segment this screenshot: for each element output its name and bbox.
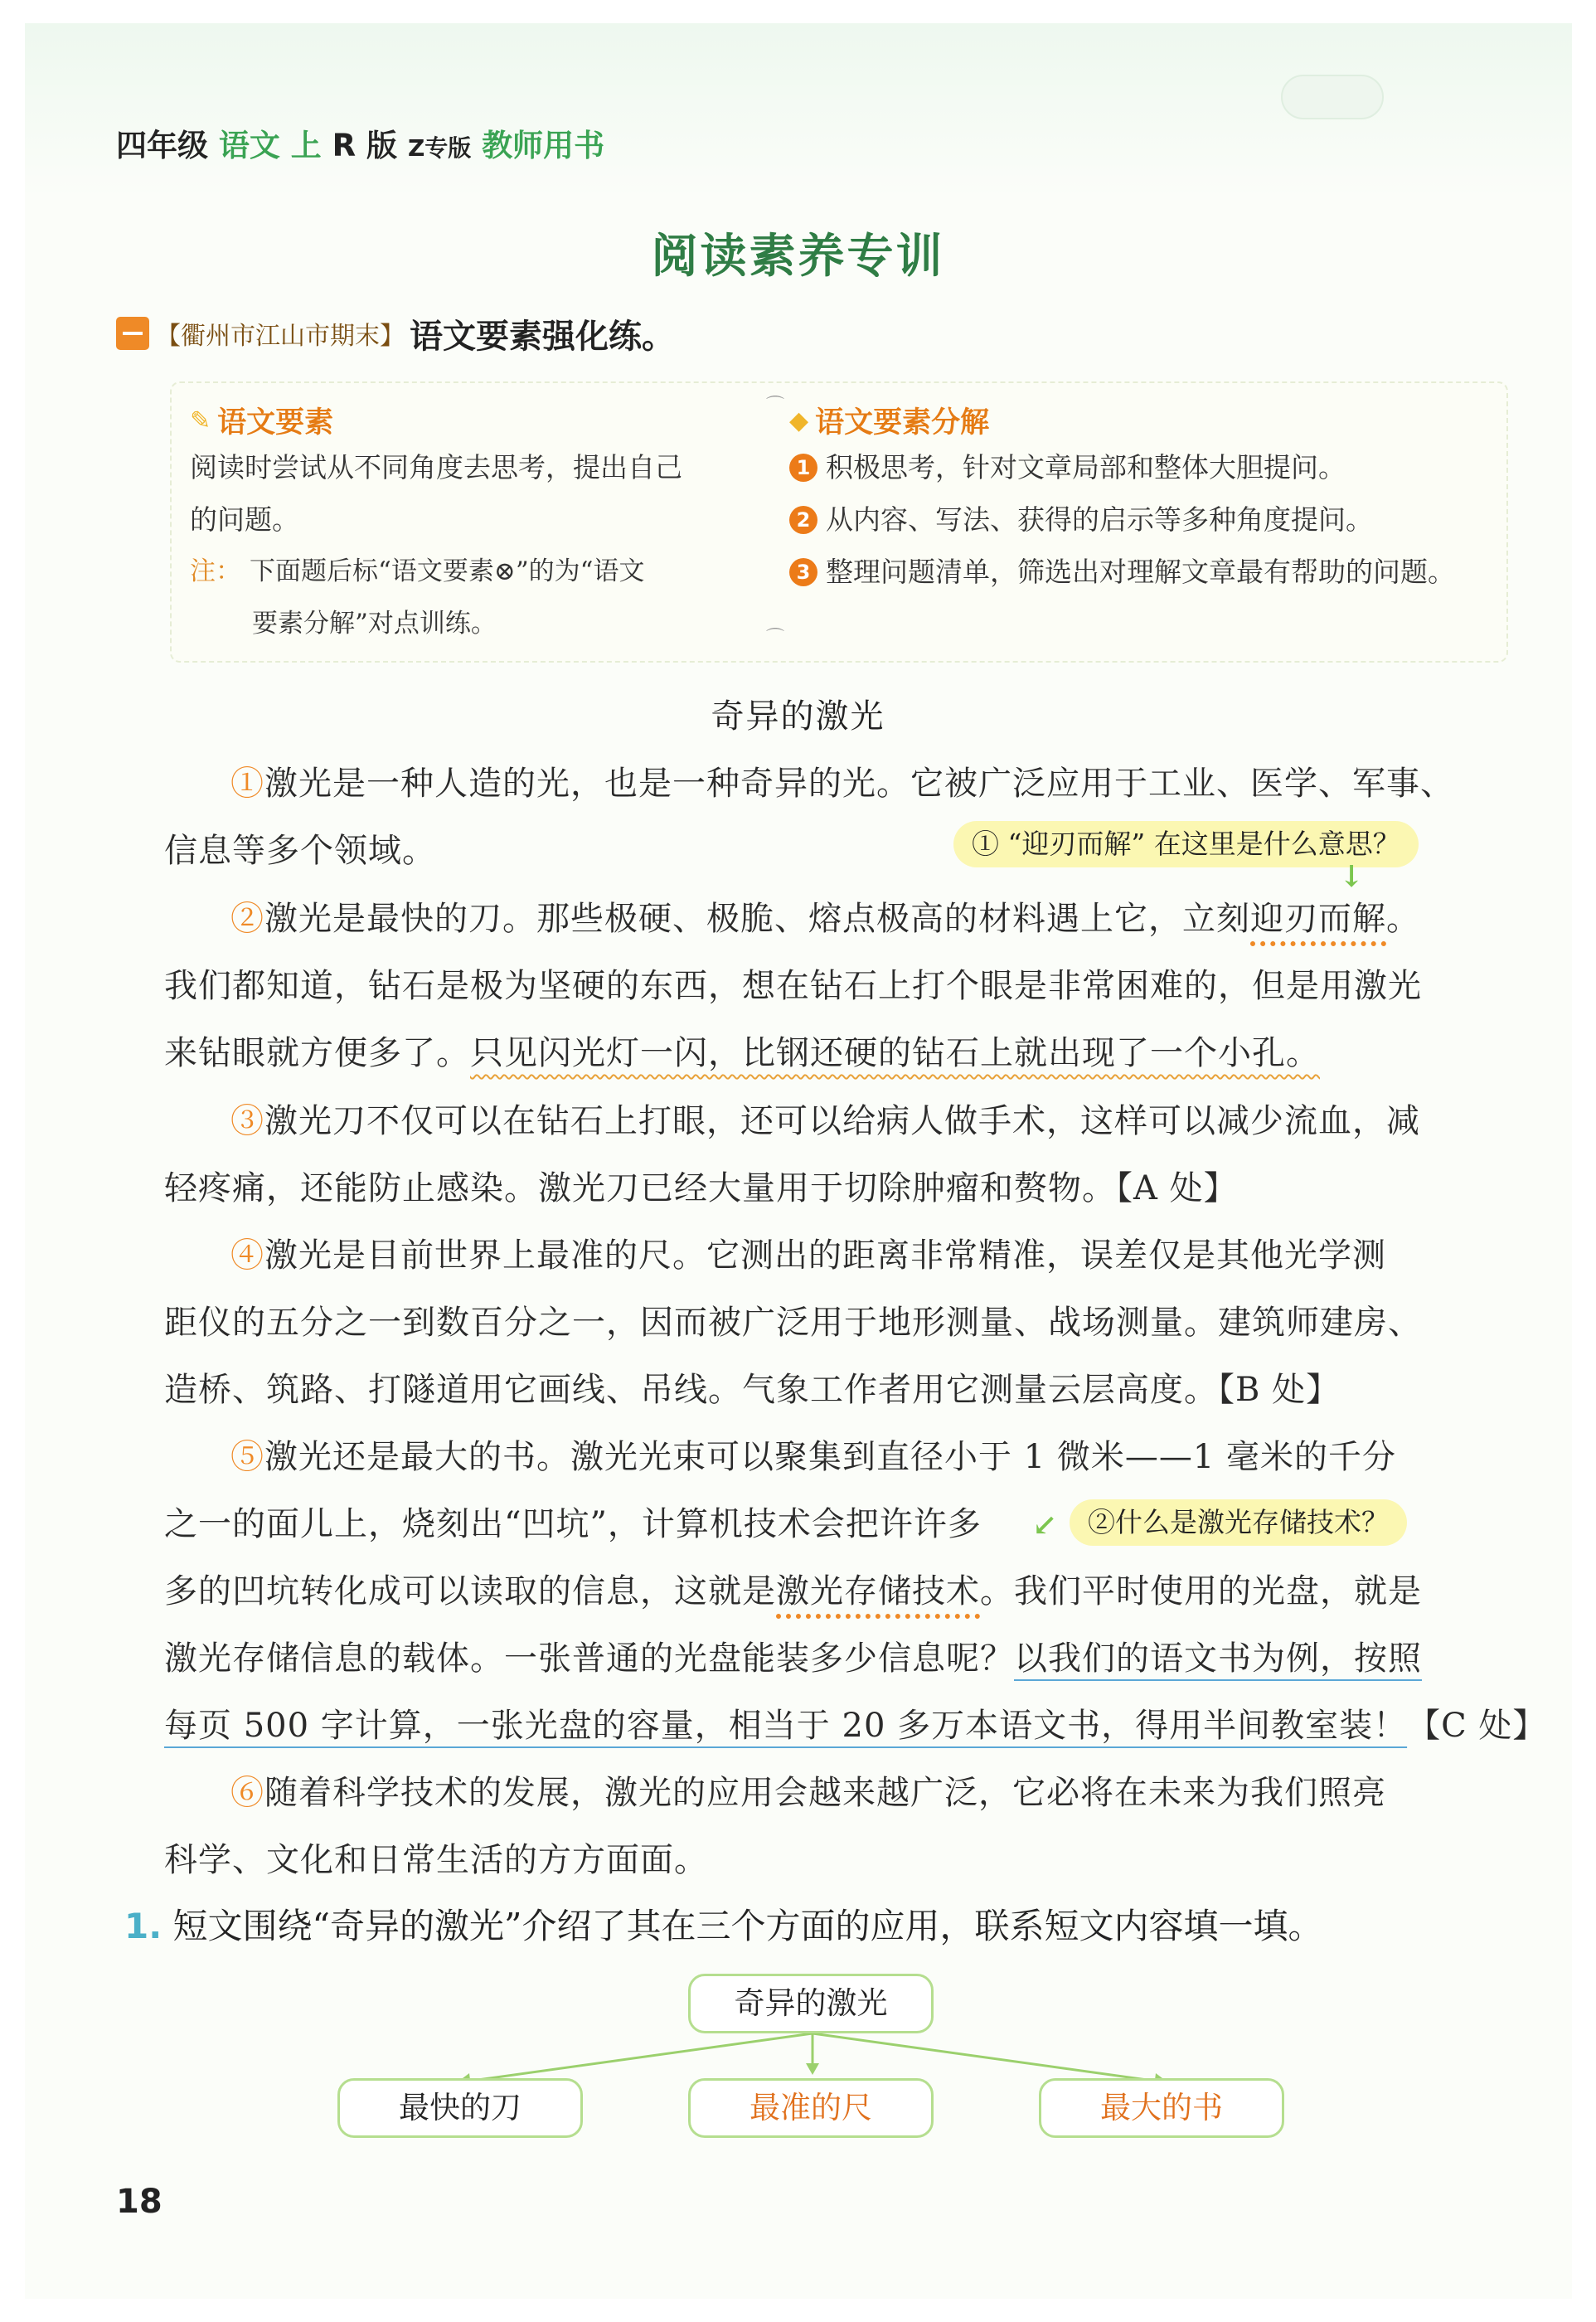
page-title: 阅读素养专训	[651, 230, 945, 284]
left-text-line-1: 阅读时尝试从不同角度去思考，提出自己	[190, 451, 682, 483]
section-source: 【衢州市江山市期末】	[156, 322, 405, 351]
element-item	[789, 546, 1502, 598]
paragraph-text: 多的凹坑转化成可以读取的信息，这就是	[164, 1572, 776, 1610]
paragraph-6	[164, 1760, 1507, 1894]
element-item	[789, 493, 1502, 546]
item-text: 整理问题清单，筛选出对理解文章最有帮助的问题。	[826, 556, 1455, 588]
paragraph-text: 激光刀不仅可以在钻石上打眼，还可以给病人做手术，这样可以减少流血，减	[264, 1102, 1420, 1140]
paragraph-text: 。我们平时使用的光盘，就是	[980, 1572, 1422, 1610]
underlined-sentence: 以我们的语文书为例，按照	[1014, 1639, 1422, 1678]
book-header	[116, 120, 604, 165]
element-item	[789, 441, 1502, 493]
paragraph-number: ②	[230, 900, 264, 938]
section-number-badge-icon	[116, 317, 149, 350]
cloud-decoration-icon	[1281, 75, 1384, 119]
paragraph-5	[164, 1424, 1547, 1760]
diagram-answer-2: 最准的尺	[688, 2078, 934, 2138]
paragraph-text: 信息等多个领域。	[164, 832, 436, 870]
paragraph-number: ⑤	[230, 1438, 264, 1476]
question-text: 短文围绕“奇异的激光”介绍了其在三个方面的应用，联系短文内容填一填。	[172, 1906, 1323, 1946]
binder-ring-icon: ⌒	[765, 628, 784, 649]
question-1	[124, 1899, 1323, 1949]
right-heading-text: 语文要素分解	[815, 406, 990, 440]
question-number: 1.	[124, 1906, 163, 1946]
binder-ring-icon: ⌒	[765, 396, 784, 416]
item-number-badge: 3	[789, 558, 817, 586]
diagram-answer-1: 最快的刀	[337, 2078, 583, 2138]
header-edition: R 版	[332, 128, 398, 163]
paragraph-text: 激光是目前世界上最准的尺。它测出的距离非常精准，误差仅是其他光学测	[264, 1236, 1386, 1275]
paragraph-number: ③	[230, 1102, 264, 1140]
left-heading-text: 语文要素	[217, 406, 334, 440]
language-elements-left	[190, 400, 745, 650]
language-elements-box	[170, 381, 1508, 663]
paragraph-number: ⑥	[230, 1774, 264, 1812]
paragraph-text: 造桥、筑路、打隧道用它画线、吊线。气象工作者用它测量云层高度。【B 处】	[164, 1371, 1341, 1409]
dotted-phrase: 激光存储技术	[776, 1572, 980, 1610]
header-special: Z专版	[407, 134, 472, 162]
note-line-2: 要素分解”对点训练。	[252, 609, 497, 639]
header-volume: 上	[290, 128, 322, 163]
note-text-1: 下面题后标“语文要素⊗”的为“语文	[250, 556, 645, 586]
paragraph-text: 激光是一种人造的光，也是一种奇异的光。它被广泛应用于工业、医学、军事、	[264, 765, 1454, 803]
paragraph-text: 激光还是最大的书。激光光束可以聚集到直径小于 1 微米——1 毫米的千分	[264, 1438, 1397, 1476]
header-subject: 语文	[218, 128, 280, 163]
paragraph-text: 轻疼痛，还能防止感染。激光刀已经大量用于切除肿瘤和赘物。【A 处】	[164, 1169, 1238, 1207]
diagram-answer-3: 最大的书	[1039, 2078, 1284, 2138]
paragraph-4	[164, 1222, 1507, 1424]
paragraph-number: ④	[230, 1236, 264, 1275]
paragraph-text: 科学、文化和日常生活的方方面面。	[164, 1841, 708, 1879]
header-book: 教师用书	[482, 128, 605, 163]
paragraph-text: 随着科学技术的发展，激光的应用会越来越广泛，它必将在未来为我们照亮	[264, 1774, 1386, 1812]
right-heading	[789, 400, 1502, 441]
callout-question-2: ②什么是激光存储技术？	[1070, 1499, 1407, 1546]
paragraph-text: 我们都知道，钻石是极为坚硬的东西，想在钻石上打个眼是非常困难的，但是用激光	[164, 967, 1422, 1005]
paragraph-2	[164, 886, 1507, 1087]
wavy-underline-sentence: 只见闪光灯一闪，比钢还硬的钻石上就出现了一个小孔。	[470, 1034, 1320, 1072]
paragraph-3	[164, 1088, 1507, 1222]
note-line-1	[190, 546, 745, 598]
section-text: 语文要素强化练。	[410, 317, 675, 356]
paragraph-text: 来钻眼就方便多了。	[164, 1034, 470, 1072]
item-text: 积极思考，针对文章局部和整体大胆提问。	[826, 451, 1346, 483]
item-text: 从内容、写法、获得的启示等多种角度提问。	[826, 503, 1373, 536]
language-elements-right	[789, 400, 1502, 598]
pencil-icon: ✎	[190, 406, 211, 435]
callout-question-1: ① “迎刃而解” 在这里是什么意思？	[953, 821, 1419, 867]
item-number-badge: 2	[789, 506, 817, 534]
diagram-root: 奇异的激光	[688, 1974, 934, 2033]
paragraph-text: 之一的面儿上，烧刻出“凹坑”，计算机技术会把许许多	[164, 1505, 982, 1543]
paragraph-text: 激光存储信息的载体。一张普通的光盘能装多少信息呢？	[164, 1639, 1014, 1678]
underlined-sentence: 每页 500 字计算，一张光盘的容量，相当于 20 多万本语文书，得用半间教室装！	[164, 1707, 1408, 1745]
note-label: 注：	[190, 556, 241, 586]
paragraph-number: ①	[230, 765, 264, 803]
left-text-line-2: 的问题。	[190, 503, 299, 536]
callout-arrow-icon: ↓	[1339, 859, 1365, 894]
paragraph-text: 激光是最快的刀。那些极硬、极脆、熔点极高的材料遇上它，立刻	[264, 900, 1250, 938]
left-heading	[190, 400, 745, 441]
item-number-badge: 1	[789, 454, 817, 482]
callout-arrow-icon: ↙	[1032, 1508, 1058, 1542]
dotted-phrase: 迎刃而解	[1250, 900, 1386, 938]
article-title: 奇异的激光	[711, 697, 885, 736]
section-heading	[116, 310, 675, 357]
paragraph-text: 距仪的五分之一到数百分之一，因而被广泛用于地形测量、战场测量。建筑师建房、	[164, 1304, 1422, 1342]
header-grade: 四年级	[116, 128, 208, 163]
paragraph-text: 。	[1386, 900, 1420, 938]
paragraph-text: 【C 处】	[1407, 1707, 1547, 1745]
diamond-icon: ◆	[789, 406, 809, 435]
page-number: 18	[116, 2183, 163, 2221]
